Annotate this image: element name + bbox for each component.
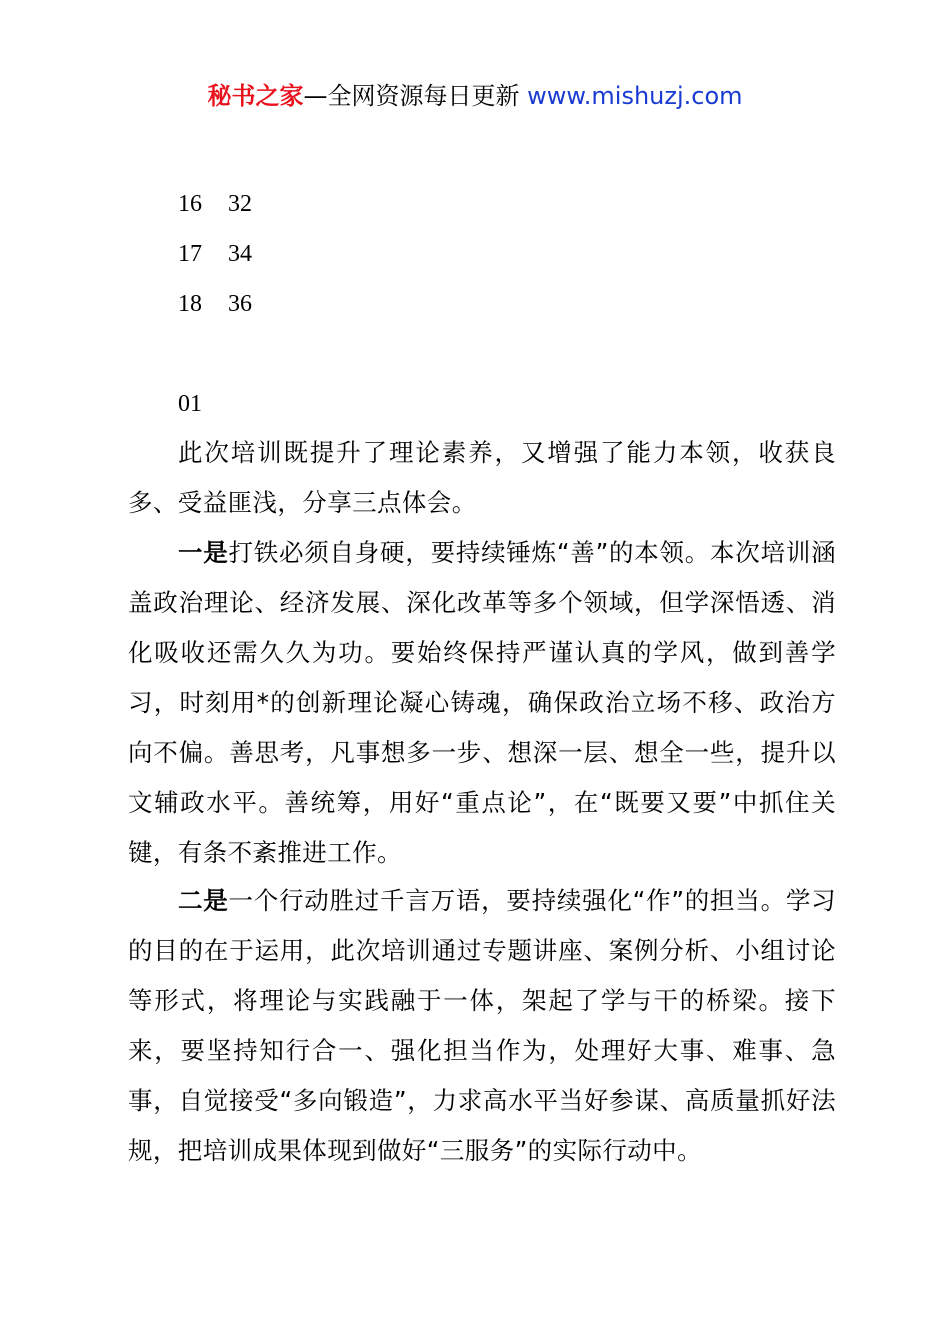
toc-item-number: 18 [178,291,202,317]
paragraph-text: 此次培训既提升了理论素养，又增强了能力本领，收获良多、受益匪浅，分享三点体会。 [128,438,836,517]
site-tagline: —全网资源每日更新 [303,82,520,110]
paragraph-lead: 一是 [178,538,229,567]
section-number: 01 [178,391,202,417]
paragraph-text: 打铁必须自身硬，要持续锤炼“善”的本领。本次培训涵盖政治理论、经济发展、深化改革等多个领域，但学深悟透、消化吸收还需久久为功。要始终保持严谨认真的学风，做到善学习，时刻用*的创新理论凝心铸魂，确保政治立场不移、政治方向不偏。善思考，凡事想多一步、想深一层、想全一些，提升以文辅政水平。善统筹，用好“重点论”，在“既要又要”中抓住关键，有条不紊推进工作。 [128,538,836,867]
toc-item-page: 32 [228,191,252,217]
paragraph-lead: 二是 [178,886,229,915]
toc-row [178,189,252,219]
toc-item-page: 36 [228,291,252,317]
toc-item-number: 17 [178,241,202,267]
toc-row [178,239,252,269]
paragraph-intro [128,428,836,528]
paragraph-point-two [128,876,836,1176]
paragraph-point-one [128,528,836,878]
toc-item-number: 16 [178,191,202,217]
paragraph-text: 一个行动胜过千言万语，要持续强化“作”的担当。学习的目的在于运用，此次培训通过专题讲座、案例分析、小组讨论等形式，将理论与实践融于一体，架起了学与干的桥梁。接下来，要坚持知行合一、强化担当作为，处理好大事、难事、急事，自觉接受“多向锻造”，力求高水平当好参谋、高质量抓好法规，把培训成果体现到做好“三服务”的实际行动中。 [128,886,836,1165]
toc-item-page: 34 [228,241,252,267]
site-header [0,78,950,114]
site-brand: 秘书之家 [207,82,304,110]
toc-row [178,289,252,319]
site-url-link[interactable]: www.mishuzj.com [527,82,743,110]
